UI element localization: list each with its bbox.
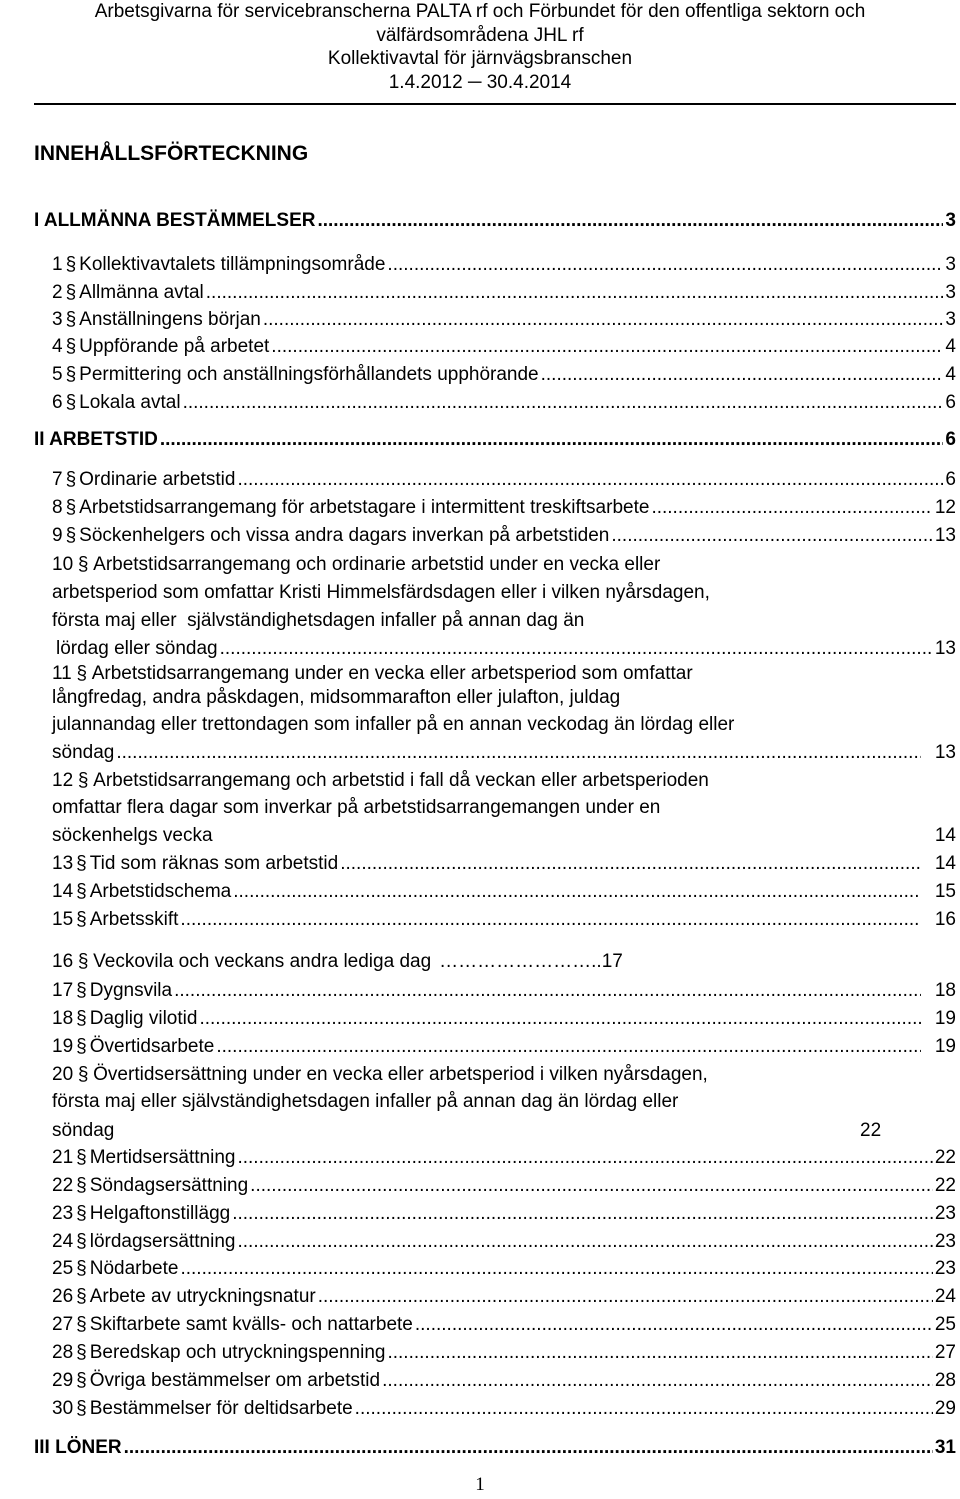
section-symbol: § (65, 282, 77, 303)
toc-entry[interactable] (52, 1036, 956, 1058)
section-symbol: § (65, 364, 77, 385)
section-symbol: § (65, 254, 77, 275)
toc-leader (199, 1008, 920, 1030)
toc-page-number: 29 (934, 1398, 956, 1419)
toc-page-number: 23 (934, 1203, 956, 1224)
toc-page-number: 19 (934, 1036, 956, 1057)
toc-entry-label: Arbetstidsarrangemang och ordinarie arbetstid under en vecka eller (93, 554, 661, 575)
toc-entry-number: 22 (52, 1175, 74, 1196)
toc-entry-number: 29 (52, 1370, 74, 1391)
section-symbol: § (77, 554, 89, 575)
section-symbol: § (76, 1286, 87, 1307)
toc-page-number: 6 (945, 392, 956, 413)
toc-entry-label: Lokala avtal (79, 392, 181, 413)
header-divider (34, 103, 956, 105)
toc-page-number: 14 (934, 825, 956, 846)
section-symbol: § (76, 1036, 87, 1057)
toc-entry-number: 15 (52, 909, 74, 930)
section-symbol: § (76, 881, 87, 902)
toc-entry[interactable] (52, 1175, 956, 1197)
toc-entry-last-line (52, 825, 956, 847)
toc-entry-label: Kollektivavtalets tillämpningsområde (79, 254, 386, 275)
toc-entry-label: Tid som räknas som arbetstid (89, 853, 339, 874)
toc-page-number: 24 (934, 1286, 956, 1307)
toc-leader (387, 1342, 932, 1364)
toc-leader (183, 392, 944, 414)
toc-leader (180, 909, 920, 931)
toc-page-number: 4 (945, 336, 956, 357)
toc-entry-label: Bestämmelser för deltidsarbete (89, 1398, 353, 1419)
toc-title: INNEHÅLLSFÖRTECKNING (34, 142, 309, 165)
toc-leader (232, 1203, 933, 1225)
toc-page-number: 19 (934, 1008, 956, 1029)
toc-page-number: 13 (934, 742, 956, 763)
toc-entry-number: 13 (52, 853, 74, 874)
section-symbol: § (77, 770, 89, 791)
toc-entry-label: Mertidsersättning (89, 1147, 236, 1168)
toc-entry-label: Ordinarie arbetstid (79, 469, 236, 490)
toc-entry-label: Anställningens början (79, 309, 261, 330)
toc-leader (263, 309, 944, 331)
toc-section-wages[interactable] (34, 1437, 956, 1459)
toc-leader (271, 336, 943, 358)
toc-entry-label: Arbetstidsarrangemang för arbetstagare i intermittent treskiftsarbete (79, 497, 650, 518)
toc-page-number: 28 (934, 1370, 956, 1391)
toc-page-number: 4 (945, 364, 956, 385)
toc-leader (237, 1147, 932, 1169)
toc-entry-number: 6 (52, 392, 63, 413)
toc-page-number: 6 (945, 469, 956, 490)
toc-entry-number: 26 (52, 1286, 74, 1307)
toc-entry[interactable] (52, 1370, 956, 1392)
toc-entry-label: Övertidsersättning under en vecka eller arbetsperiod i vilken nyårsdagen, (93, 1064, 708, 1085)
toc-entry-label: söndag (52, 742, 115, 763)
header-validity-period: 1.4.2012 ─ 30.4.2014 (388, 71, 572, 93)
toc-entry[interactable] (52, 1231, 956, 1253)
toc-entry-label: Övertidsarbete (89, 1036, 215, 1057)
toc-leader (174, 980, 921, 1002)
section-symbol: § (65, 336, 77, 357)
toc-entry-number: 8 (52, 497, 63, 518)
toc-leader (233, 881, 921, 903)
toc-leader (340, 853, 921, 875)
toc-entry[interactable] (52, 853, 956, 875)
section-symbol: § (76, 853, 87, 874)
toc-entry-line (52, 1064, 708, 1086)
toc-entry[interactable] (52, 364, 956, 386)
header-parties-line: Arbetsgivarna för servicebranscherna PALTA rf och Förbundet för den offentliga sektorn och (94, 1, 866, 22)
toc-leader (116, 742, 921, 764)
toc-entry-number: 23 (52, 1203, 74, 1224)
toc-entry[interactable] (52, 1008, 956, 1030)
toc-entry-label: Daglig vilotid (89, 1008, 198, 1029)
toc-entry[interactable] (52, 1314, 956, 1336)
toc-page-number: 3 (945, 210, 956, 231)
toc-entry-line: första maj eller självständighetsdagen infaller på annan dag än (52, 610, 585, 631)
toc-entry-line: söndag (52, 1120, 115, 1141)
toc-entry-label: Arbetstidsarrangemang under en vecka eller arbetsperiod som omfattar (91, 663, 693, 684)
toc-entry-number: 18 (52, 1008, 74, 1029)
toc-entry-label: Arbete av utryckningsnatur (89, 1286, 316, 1307)
toc-entry-label: Söndagsersättning (89, 1175, 249, 1196)
header-parties-line-2: välfärdsområdena JHL rf (376, 24, 584, 46)
toc-page-number: 3 (945, 254, 956, 275)
toc-leader (382, 1370, 933, 1392)
toc-page-number: 23 (934, 1258, 956, 1279)
toc-entry[interactable] (52, 1258, 956, 1280)
toc-page-number: 15 (934, 881, 956, 902)
toc-entry[interactable] (52, 525, 956, 547)
toc-entry[interactable] (52, 1286, 956, 1308)
toc-entry-line: första maj eller självständighetsdagen infaller på annan dag än lördag eller (52, 1091, 679, 1112)
toc-entry-line (52, 770, 709, 792)
toc-entry-label: Helgaftonstillägg (89, 1203, 231, 1224)
toc-entry-label: lördagsersättning (89, 1231, 236, 1252)
toc-page-number: 13 (934, 525, 956, 546)
toc-entry-number: 10 (52, 554, 74, 575)
toc-entry-number: 3 (52, 309, 63, 330)
toc-leader (317, 210, 943, 232)
toc-page-number: 3 (945, 282, 956, 303)
toc-page-number: 25 (934, 1314, 956, 1335)
section-symbol: § (76, 1314, 87, 1335)
toc-entry[interactable] (52, 469, 956, 491)
toc-entry-last-line (52, 742, 956, 764)
toc-page-number: 3 (945, 309, 956, 330)
toc-leader (160, 429, 944, 451)
toc-entry[interactable] (52, 881, 956, 903)
toc-leader (355, 1398, 933, 1420)
toc-leader (611, 525, 932, 547)
toc-entry-label: Arbetstidschema (89, 881, 232, 902)
toc-entry-label: Övriga bestämmelser om arbetstid (89, 1370, 381, 1391)
toc-entry-number: 25 (52, 1258, 74, 1279)
toc-entry-number: 24 (52, 1231, 74, 1252)
toc-entry-label: Nödarbete (89, 1258, 179, 1279)
toc-leader (237, 469, 943, 491)
section-symbol: § (65, 525, 77, 546)
toc-entry-number: 17 (52, 980, 74, 1001)
toc-entry-label: Arbetstidsarrangemang och arbetstid i fall då veckan eller arbetsperioden (93, 770, 709, 791)
section-symbol: § (76, 909, 87, 930)
section-symbol: § (76, 1398, 87, 1419)
toc-entry-label: lördag eller söndag (56, 638, 218, 659)
toc-leader (318, 1286, 933, 1308)
toc-page-number: 17 (601, 951, 623, 972)
toc-entry[interactable] (52, 1342, 956, 1364)
toc-entry-label: Skiftarbete samt kvälls- och nattarbete (89, 1314, 413, 1335)
toc-leader (237, 1231, 932, 1253)
toc-entry-number: 7 (52, 469, 63, 490)
toc-entry-number: 11 (52, 663, 72, 684)
toc-page-number: 23 (934, 1231, 956, 1252)
toc-entry-label: Permittering och anställningsförhållandets upphörande (79, 364, 539, 385)
toc-entry[interactable] (52, 980, 956, 1002)
toc-leader (415, 1314, 933, 1336)
toc-page-number: 18 (934, 980, 956, 1001)
toc-entry-number: 27 (52, 1314, 74, 1335)
toc-page-number: 6 (945, 429, 956, 450)
toc-entry-number: 28 (52, 1342, 74, 1363)
section-symbol: § (65, 497, 77, 518)
toc-entry-label: Veckovila och veckans andra lediga dag (93, 951, 432, 972)
section-symbol: § (76, 1147, 87, 1168)
toc-entry-line: arbetsperiod som omfattar Kristi Himmelsfärdsdagen eller i vilken nyårsdagen, (52, 582, 710, 603)
toc-leader (220, 638, 933, 660)
toc-leader (124, 1437, 933, 1459)
toc-entry-number: 16 (52, 951, 74, 972)
toc-entry-number: 4 (52, 336, 63, 357)
toc-entry[interactable] (52, 282, 956, 304)
toc-entry-label: Dygnsvila (89, 980, 173, 1001)
section-symbol: § (76, 1258, 87, 1279)
toc-entry[interactable] (52, 392, 956, 414)
toc-section-label: III LÖNER (34, 1437, 122, 1458)
section-symbol: § (65, 469, 77, 490)
section-symbol: § (76, 1342, 87, 1363)
toc-entry-number: 2 (52, 282, 63, 303)
toc-entry-line: omfattar flera dagar som inverkar på arbetstidsarrangemangen under en (52, 797, 661, 818)
section-symbol: § (76, 663, 88, 684)
toc-entry[interactable] (52, 1147, 956, 1169)
toc-entry-number: 19 (52, 1036, 74, 1057)
toc-entry-label: Allmänna avtal (79, 282, 204, 303)
toc-entry[interactable] (52, 309, 956, 331)
toc-entry[interactable] (52, 497, 956, 519)
toc-entry-label: Söckenhelgers och vissa andra dagars inverkan på arbetstiden (79, 525, 610, 546)
header-agreement-title: Kollektivavtal för järnvägsbranschen (327, 48, 633, 69)
toc-entry-line (52, 554, 660, 576)
section-symbol: § (76, 1203, 87, 1224)
toc-section-general[interactable] (34, 210, 956, 232)
toc-entry-number: 12 (52, 770, 74, 791)
toc-leader: …………………….. (439, 951, 602, 972)
section-symbol: § (77, 1064, 89, 1085)
toc-leader (651, 497, 932, 519)
toc-section-working-time[interactable] (34, 429, 956, 451)
section-symbol: § (76, 1175, 87, 1196)
toc-page-number: 13 (934, 638, 956, 659)
toc-entry[interactable] (52, 909, 956, 931)
toc-leader (541, 364, 944, 386)
page-number: 1 (475, 1474, 485, 1495)
toc-entry[interactable] (52, 1203, 956, 1225)
toc-entry-number: 20 (52, 1064, 74, 1085)
toc-entry-line (52, 663, 693, 685)
toc-leader (387, 254, 943, 276)
toc-page-number: 22 (934, 1175, 956, 1196)
toc-entry-number: 1 (52, 254, 63, 275)
toc-entry[interactable] (52, 336, 956, 358)
section-symbol: § (76, 1231, 87, 1252)
toc-entry-number: 30 (52, 1398, 74, 1419)
toc-entry-number: 5 (52, 364, 63, 385)
toc-entry-number: 21 (52, 1147, 74, 1168)
toc-leader (206, 282, 944, 304)
toc-entry-number: 14 (52, 881, 74, 902)
section-symbol: § (65, 392, 77, 413)
toc-page-number: 22 (860, 1120, 882, 1141)
toc-entry[interactable] (52, 951, 956, 973)
toc-leader (180, 1258, 932, 1280)
section-symbol: § (65, 309, 77, 330)
toc-leader (250, 1175, 933, 1197)
toc-entry[interactable] (52, 1398, 956, 1420)
toc-entry[interactable] (52, 254, 956, 276)
toc-entry-label: söckenhelgs vecka (52, 825, 213, 846)
section-symbol: § (76, 1370, 87, 1391)
toc-entry-label: Uppförande på arbetet (79, 336, 270, 357)
section-symbol: § (77, 951, 89, 972)
toc-page-number: 14 (934, 853, 956, 874)
toc-entry-line: julannandag eller trettondagen som infaller på en annan veckodag än lördag eller (52, 714, 735, 735)
toc-entry-label: Beredskap och utryckningspenning (89, 1342, 386, 1363)
toc-leader (216, 1036, 921, 1058)
toc-section-label: I ALLMÄNNA BESTÄMMELSER (34, 210, 316, 231)
toc-page-number: 31 (934, 1437, 956, 1458)
toc-page-number: 16 (934, 909, 956, 930)
toc-section-label: II ARBETSTID (34, 429, 158, 450)
toc-page-number: 12 (934, 497, 956, 518)
toc-page-number: 22 (934, 1147, 956, 1168)
section-symbol: § (76, 1008, 87, 1029)
toc-entry-last-line (56, 638, 956, 660)
document-header (0, 0, 960, 94)
toc-page-number: 27 (934, 1342, 956, 1363)
toc-entry-line: långfredag, andra påskdagen, midsommarafton eller julafton, juldag (52, 687, 621, 708)
section-symbol: § (76, 980, 87, 1001)
toc-entry-label: Arbetsskift (89, 909, 179, 930)
toc-entry-number: 9 (52, 525, 63, 546)
